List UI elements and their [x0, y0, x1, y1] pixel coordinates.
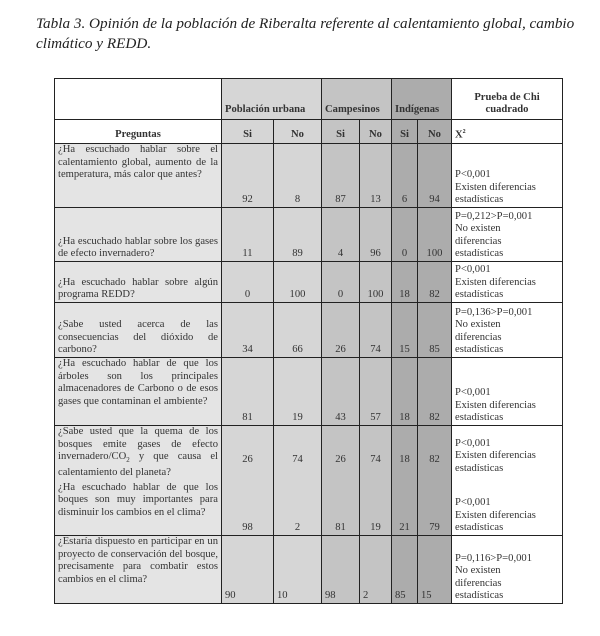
- question-text-b: y que causa el calentamiento del planeta?: [58, 451, 218, 478]
- table-row: [55, 358, 563, 426]
- chi-result-cell: [452, 482, 563, 536]
- indigenas-si-cell: 18: [392, 262, 418, 303]
- campesinos-no-cell: 57: [360, 358, 392, 426]
- urbana-si-cell: 34: [222, 303, 274, 358]
- group-header-row: [55, 79, 563, 120]
- urbana-no-cell: 19: [274, 358, 322, 426]
- indigenas-si-cell: 21: [392, 482, 418, 536]
- chi-result-cell: [452, 208, 563, 262]
- question-text-a: ¿Sabe usted que la quema de los bosques emite gases de efecto invernadero/CO: [58, 426, 218, 463]
- chi-p-value: P<0,001: [455, 437, 491, 449]
- header-indigenas-no: No: [418, 120, 452, 144]
- chi-line-3: estadísticas: [455, 590, 504, 602]
- chi-result-cell: [452, 262, 563, 303]
- chi-line-2: estadísticas: [455, 194, 504, 206]
- indigenas-si-cell: 18: [392, 426, 418, 482]
- chi-line-1: No existen: [455, 565, 501, 577]
- header-blank: [55, 79, 222, 120]
- table-row: [55, 262, 563, 303]
- chi-line-2: estadísticas: [455, 289, 504, 301]
- urbana-no-cell: 100: [274, 262, 322, 303]
- chi-line-2: estadísticas: [455, 463, 504, 475]
- chi-line-1: Existen diferencias: [455, 276, 536, 288]
- header-campesinos-si: Si: [322, 120, 360, 144]
- chi-p-value: P=0,116>P=0,001: [455, 552, 532, 564]
- header-campesinos: Campesinos: [322, 79, 392, 120]
- question-cell: ¿Estaría dispuesto en participar en un proyecto de conservación del bosque, precisamente para combatir estos cambios en el clima?: [55, 536, 222, 604]
- campesinos-si-cell: 43: [322, 358, 360, 426]
- urbana-si-cell: 90: [222, 536, 274, 604]
- campesinos-si-cell: 26: [322, 426, 360, 482]
- chi-p-value: P=0,212>P=0,001: [455, 210, 533, 222]
- question-cell: ¿Ha escuchado hablar de que los boques son muy importantes para disminuir los cambios en el clima?: [55, 482, 222, 536]
- campesinos-no-cell: 74: [360, 303, 392, 358]
- chi-p-value: P<0,001: [455, 387, 491, 399]
- chi-result-cell: [452, 426, 563, 482]
- indigenas-si-cell: 85: [392, 536, 418, 604]
- header-urbana-no: No: [274, 120, 322, 144]
- indigenas-si-cell: 15: [392, 303, 418, 358]
- chi-line-1: Existen diferencias: [455, 181, 536, 193]
- campesinos-si-cell: 98: [322, 536, 360, 604]
- question-cell: ¿Ha escuchado hablar sobre los gases de efecto invernadero?: [55, 208, 222, 262]
- chi-line-3: estadísticas: [455, 344, 504, 356]
- campesinos-si-cell: 81: [322, 482, 360, 536]
- sub-header-row: [55, 120, 563, 144]
- urbana-no-cell: 89: [274, 208, 322, 262]
- indigenas-no-cell: 94: [418, 144, 452, 208]
- chi-line-2: diferencias: [455, 331, 502, 343]
- chi-result-cell: [452, 358, 563, 426]
- urbana-si-cell: 98: [222, 482, 274, 536]
- chi-result-cell: [452, 536, 563, 604]
- opinion-table: [54, 78, 563, 604]
- urbana-no-cell: 8: [274, 144, 322, 208]
- urbana-no-cell: 74: [274, 426, 322, 482]
- indigenas-no-cell: 82: [418, 358, 452, 426]
- chi-line-2: estadísticas: [455, 522, 504, 534]
- header-urbana-si: Si: [222, 120, 274, 144]
- chi-line-1: Existen diferencias: [455, 509, 536, 521]
- header-indigenas: Indígenas: [392, 79, 452, 120]
- campesinos-si-cell: 4: [322, 208, 360, 262]
- header-chi-symbol: [452, 120, 563, 144]
- urbana-si-cell: 81: [222, 358, 274, 426]
- table-row: [55, 144, 563, 208]
- indigenas-no-cell: 15: [418, 536, 452, 604]
- chi-p-value: P<0,001: [455, 264, 491, 276]
- chi-line-2: diferencias: [455, 577, 502, 589]
- chi-line-2: diferencias: [455, 235, 502, 247]
- table-row: [55, 426, 563, 482]
- urbana-si-cell: 11: [222, 208, 274, 262]
- chi-p-value: P=0,136>P=0,001: [455, 306, 533, 318]
- table-row: [55, 303, 563, 358]
- indigenas-no-cell: 79: [418, 482, 452, 536]
- chi-result-cell: [452, 144, 563, 208]
- chi-superscript: 2: [462, 128, 466, 135]
- campesinos-no-cell: 96: [360, 208, 392, 262]
- campesinos-no-cell: 19: [360, 482, 392, 536]
- table-row: [55, 536, 563, 604]
- chi-line-1: Existen diferencias: [455, 399, 536, 411]
- chi-line-2: estadísticas: [455, 412, 504, 424]
- question-cell: ¿Sabe usted acerca de las consecuencias del dióxido de carbono?: [55, 303, 222, 358]
- header-campesinos-no: No: [360, 120, 392, 144]
- campesinos-no-cell: 100: [360, 262, 392, 303]
- chi-line-1: No existen: [455, 319, 501, 331]
- chi-line-1: No existen: [455, 223, 501, 235]
- chi-p-value: P<0,001: [455, 497, 491, 509]
- urbana-si-cell: 92: [222, 144, 274, 208]
- question-cell: ¿Ha escuchado hablar de que los árboles son los principales almacenadores de Carbono o de esos gases que contaminan el ambiente?: [55, 358, 222, 426]
- urbana-no-cell: 10: [274, 536, 322, 604]
- question-cell: [55, 426, 222, 482]
- indigenas-no-cell: 85: [418, 303, 452, 358]
- indigenas-no-cell: 82: [418, 426, 452, 482]
- urbana-si-cell: 0: [222, 262, 274, 303]
- table-row: [55, 208, 563, 262]
- campesinos-no-cell: 74: [360, 426, 392, 482]
- chi-symbol: X: [455, 129, 463, 141]
- indigenas-si-cell: 6: [392, 144, 418, 208]
- question-subscript: 2: [126, 456, 130, 465]
- header-chi-cuadrado: Prueba de Chi cuadrado: [452, 79, 563, 120]
- urbana-no-cell: 66: [274, 303, 322, 358]
- header-indigenas-si: Si: [392, 120, 418, 144]
- chi-line-3: estadísticas: [455, 248, 504, 260]
- indigenas-no-cell: 100: [418, 208, 452, 262]
- header-poblacion-urbana: Población urbana: [222, 79, 322, 120]
- chi-p-value: P<0,001: [455, 169, 491, 181]
- campesinos-si-cell: 26: [322, 303, 360, 358]
- campesinos-no-cell: 13: [360, 144, 392, 208]
- indigenas-si-cell: 18: [392, 358, 418, 426]
- urbana-no-cell: 2: [274, 482, 322, 536]
- question-cell: ¿Ha escuchado hablar sobre el calentamiento global, aumento de la temperatura, más calor que antes?: [55, 144, 222, 208]
- campesinos-no-cell: 2: [360, 536, 392, 604]
- question-cell: ¿Ha escuchado hablar sobre algún programa REDD?: [55, 262, 222, 303]
- header-preguntas: Preguntas: [55, 120, 222, 144]
- urbana-si-cell: 26: [222, 426, 274, 482]
- campesinos-si-cell: 0: [322, 262, 360, 303]
- chi-result-cell: [452, 303, 563, 358]
- indigenas-no-cell: 82: [418, 262, 452, 303]
- table-row: [55, 482, 563, 536]
- table-caption: Tabla 3. Opinión de la población de Riberalta referente al calentamiento global, cambio climático y REDD.: [36, 15, 575, 52]
- chi-line-1: Existen diferencias: [455, 450, 536, 462]
- campesinos-si-cell: 87: [322, 144, 360, 208]
- indigenas-si-cell: 0: [392, 208, 418, 262]
